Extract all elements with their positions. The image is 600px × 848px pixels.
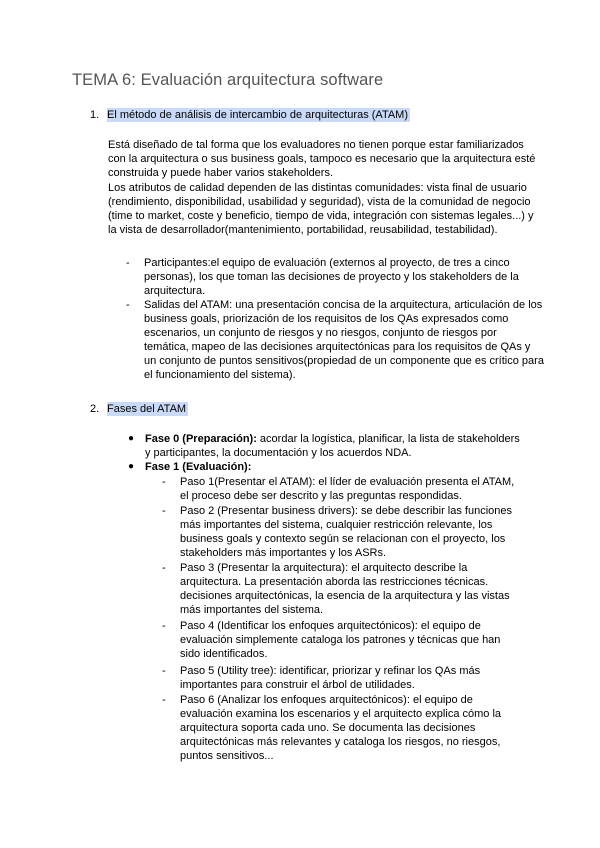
bullet-icon: ●	[128, 461, 135, 472]
dash-marker: -	[162, 620, 166, 632]
step-text: Paso 4 (Identificar los enfoques arquitectónicos): el equipo de evaluación simplemente cataloga los patrones y técnicas que han sido identificados.	[180, 620, 501, 661]
section-2-number: 2.	[90, 403, 100, 415]
dash-marker: -	[162, 694, 166, 706]
list-item-text: Salidas del ATAM: una presentación concisa de la arquitectura, articulación de los business goals, priorización de los requisitos de los QAs expresados como escenarios, un conjunto de riesgos y no riesgos, conjunto de riesgos por temática, mapeo de las decisiones arquitectónicas para los requisitos de QAs y un conjunto de puntos sensitivos(propiedad de un componente que es crítico para el funcionamiento del sistema).	[144, 299, 544, 382]
step-text: Paso 1(Presentar el ATAM): el líder de evaluación presenta el ATAM, el proceso debe ser descrito y las preguntas respondidas.	[180, 476, 515, 503]
section-1-number: 1.	[90, 109, 100, 121]
dash-marker: -	[162, 562, 166, 574]
dash-marker: -	[162, 665, 166, 677]
section-2-title: Fases del ATAM	[107, 403, 187, 415]
page-title: TEMA 6: Evaluación arquitectura software	[72, 71, 384, 89]
section-1-paragraph-1: Está diseñado de tal forma que los evaluadores no tienen porque estar familiarizados con la arquitectura o sus business goals, tampoco es necesario que la arquitectura esté construida y puede haber varios stakeholders.	[108, 139, 536, 180]
step-text: Paso 5 (Utility tree): identificar, priorizar y refinar los QAs más importantes para construir el árbol de utilidades.	[180, 665, 481, 692]
section-1-title: El método de análisis de intercambio de arquitecturas (ATAM)	[107, 109, 409, 121]
step-text: Paso 2 (Presentar business drivers): se debe describir las funciones más importantes del sistema, cualquier restricción relevante, los business goals y contexto según se relacionan con el proyecto, los stakeholders más importantes y los ASRs.	[180, 505, 512, 560]
section-1-heading	[90, 108, 410, 122]
section-1-paragraph-2: Los atributos de calidad dependen de las distintas comunidades: vista final de usuario (rendimiento, disponibilidad, usabilidad y seguridad), vista de la comunidad de negocio (time to market, coste y beneficio, tiempo de vida, integración con sistemas legales...) y la vista de desarrollador(mantenimiento, portabilidad, reusabilidad, testabilidad).	[108, 182, 534, 237]
phase-label: Fase 0 (Preparación):	[145, 433, 257, 445]
list-item-text: Participantes:el equipo de evaluación (externos al proyecto, de tres a cinco personas), los que toman las decisiones de proyecto y los stakeholders de la arquitectura.	[144, 257, 519, 298]
dash-marker: -	[126, 257, 130, 269]
step-text: Paso 3 (Presentar la arquitectura): el arquitecto describe la arquitectura. La presentación aborda las restricciones técnicas. decisiones arquitectónicas, la esencia de la arquitectura y las vistas más importantes del sistema.	[180, 562, 510, 617]
dash-marker: -	[162, 505, 166, 517]
dash-marker: -	[126, 299, 130, 311]
section-2-heading	[90, 402, 188, 416]
bullet-icon: ●	[128, 433, 135, 444]
phase-label: Fase 1 (Evaluación):	[145, 461, 252, 473]
dash-marker: -	[162, 476, 166, 488]
phase-text: acordar la logística, planificar, la lista de stakeholders y participantes, la documentación y los acuerdos NDA.	[145, 433, 520, 460]
step-text: Paso 6 (Analizar los enfoques arquitectónicos): el equipo de evaluación examina los escenarios y el arquitecto explica cómo la arquitectura soporta cada uno. Se documenta las decisiones arquitectónicas más relevantes y cataloga los riesgos, no riesgos, puntos sensitivos...	[180, 694, 502, 763]
